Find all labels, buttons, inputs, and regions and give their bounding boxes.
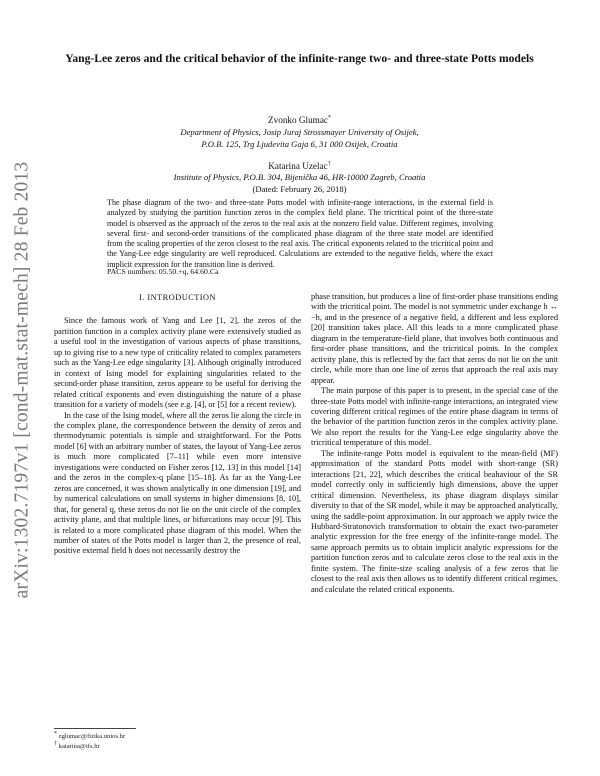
footnote-1-mark: * <box>54 730 57 737</box>
footnote-2 <box>54 742 125 752</box>
right-paragraph-1: phase transition, but produces a line of first-order phase transitions ending with the tricritical point. The model is not symmetric under exchange h ↔ −h, and in the presence of a negative field, a different and less explored [20] transition takes place. All this leads to a more complicated phase diagram in the temperature-field plane, that involves both continuous and first-order phase transitions, and the tricritical points. In the complex activity plane, this is reflected by the fact that zeros do not lie on the unit circle, while more than one line of zeros that approach the real axis may appear. <box>311 292 558 385</box>
left-paragraph-2: In the case of the Ising model, where all the zeros lie along the circle in the complex plane, the correspondence between the density of zeros and thermodynamic potentials is simple and straightforward. For the Potts model [6] with an arbitrary number of states, the layout of Yang-Lee zeros is much more complicated [7–11] while even more intensive investigations were conducted on Fisher zeros [12, 13] in this model [14] and the zeros in the complex-q plane [15–18]. As far as the Yang-Lee zeros are concerned, it was shown analytically in one dimension [19], and by numerical calculations on small systems in higher dimensions [8, 10], that, for general q, these zeros do not lie on the unit circle of the complex activity plane, and that multiple lines, or bifurcations may occur [9]. This is related to a more complicated phase diagram of this model. When the number of states of the Potts model is larger than 2, the presence of real, positive external field h does not necessarily destroy the <box>54 410 301 556</box>
section-heading: I. INTRODUCTION <box>138 293 217 302</box>
author-2-name: Katarina Uzelac <box>268 161 328 171</box>
footnote-2-mark: † <box>54 740 57 747</box>
footnote-2-email[interactable]: katarina@ifs.hr <box>58 742 100 750</box>
left-paragraph-1: Since the famous work of Yang and Lee [1, 2], the zeros of the partition function in a complex activity plane were extensively studied as a useful tool in the investigation of various aspects of phase transitions, up to giving rise to a new type of criticality related to complex parameters such as the Yang-Lee edge singularity [3]. Although originally introduced in context of Ising model for explaining singularities related to the second-order phase transition, zeros appeare to be useful for deriving the related critical exponents and even distinguishing the nature of a phase transition for a variety of models (see e.g. [4], or [5] for a recent review). <box>54 316 301 410</box>
right-paragraph-2: The main purpose of this paper is to present, in the special case of the three-state Potts model with infinite-range interactions, an integrated view covering different critical regimes of the entire phase diagram in terms of the behavior of the partition function zeros in the complex activity plane. We also report the results for the Yang-Lee edge singularity above the tricritical temperature of this model. <box>311 386 558 448</box>
arxiv-identifier[interactable]: arXiv:1302.7197v1 [cond-mat.stat-mech] 28 Feb 2013 <box>11 161 32 599</box>
paper-title: Yang-Lee zeros and the critical behavior of the infinite-range two- and three-state Potts models <box>65 52 534 65</box>
author-1 <box>62 114 537 126</box>
right-column <box>311 292 558 595</box>
author-1-mark: * <box>327 114 331 121</box>
author-1-name: Zvonko Glumac <box>268 115 328 125</box>
footnote-1-email[interactable]: zglumac@fizika.unios.hr <box>58 733 126 740</box>
footnote-divider <box>54 728 136 729</box>
author-1-affiliation <box>62 127 537 150</box>
footnote-1 <box>54 732 125 742</box>
pacs-numbers: PACS numbers: 05.50.+q, 64.60.Ca <box>107 267 219 276</box>
author-2-affiliation-line-1: Institute of Physics, P.O.B. 304, Bijenička 46, HR-10000 Zagreb, Croatia <box>173 172 426 182</box>
author-1-affiliation-line-2: P.O.B. 125, Trg Ljudevita Gaja 6, 31 000 Osijek, Croatia <box>201 138 398 149</box>
right-paragraph-3: The infinite-range Potts model is equivalent to the mean-field (MF) approximation of the standard Potts model with short-range (SR) interactions [21, 22], which describes the critical beahaviour of the SR model correctly only in sufficiently high dimensions, above the upper critical dimension. Nevertheless, its phase diagram displays similar diversity to that of the SR model, while it may be approached analytically, using the saddle-point approximation. In our approach we apply twice the Hubbard-Stratonovich transformation to obtain the exact two-parameter analytic expression for the free energy of the infinite-range model. The same approach permits us to obtain implicit analytic expressions for the partition function zeros and to calculate zeros close to the real axis in the finite system. The finite-size scaling analysis of a few zeros that lie closest to the real axis then allows us to identify different critical regimes, and calculate the related critical exponents. <box>311 448 558 594</box>
footnotes <box>54 732 125 751</box>
author-1-affiliation-line-1: Department of Physics, Josip Juraj Strossmayer University of Osijek, <box>180 127 419 137</box>
author-2-affiliation <box>62 172 537 184</box>
author-2-mark: † <box>327 160 331 167</box>
arxiv-sidebar <box>2 145 42 615</box>
author-2 <box>62 160 537 172</box>
left-column <box>54 293 301 557</box>
dated-line: (Dated: February 26, 2018) <box>252 184 347 194</box>
abstract: The phase diagram of the two- and three-state Potts model with infinite-range interactions, in the external field is analyzed by studying the partition function zeros in the complex field plane. The tricritical point of the three-state model is observed as the approach of the zeros to the real axis at the nonzero field value. Different regimes, involving several first- and second-order transitions of the complicated phase diagram of the three state model are identified from the scaling properties of the zeros closest to the real axis. The critical exponents related to the tricritical point and the Yang-Lee edge singularity are well reproduced. Calculations are extended to the negative fields, where the exact implicit expression for the transition line is derived. <box>107 198 493 269</box>
